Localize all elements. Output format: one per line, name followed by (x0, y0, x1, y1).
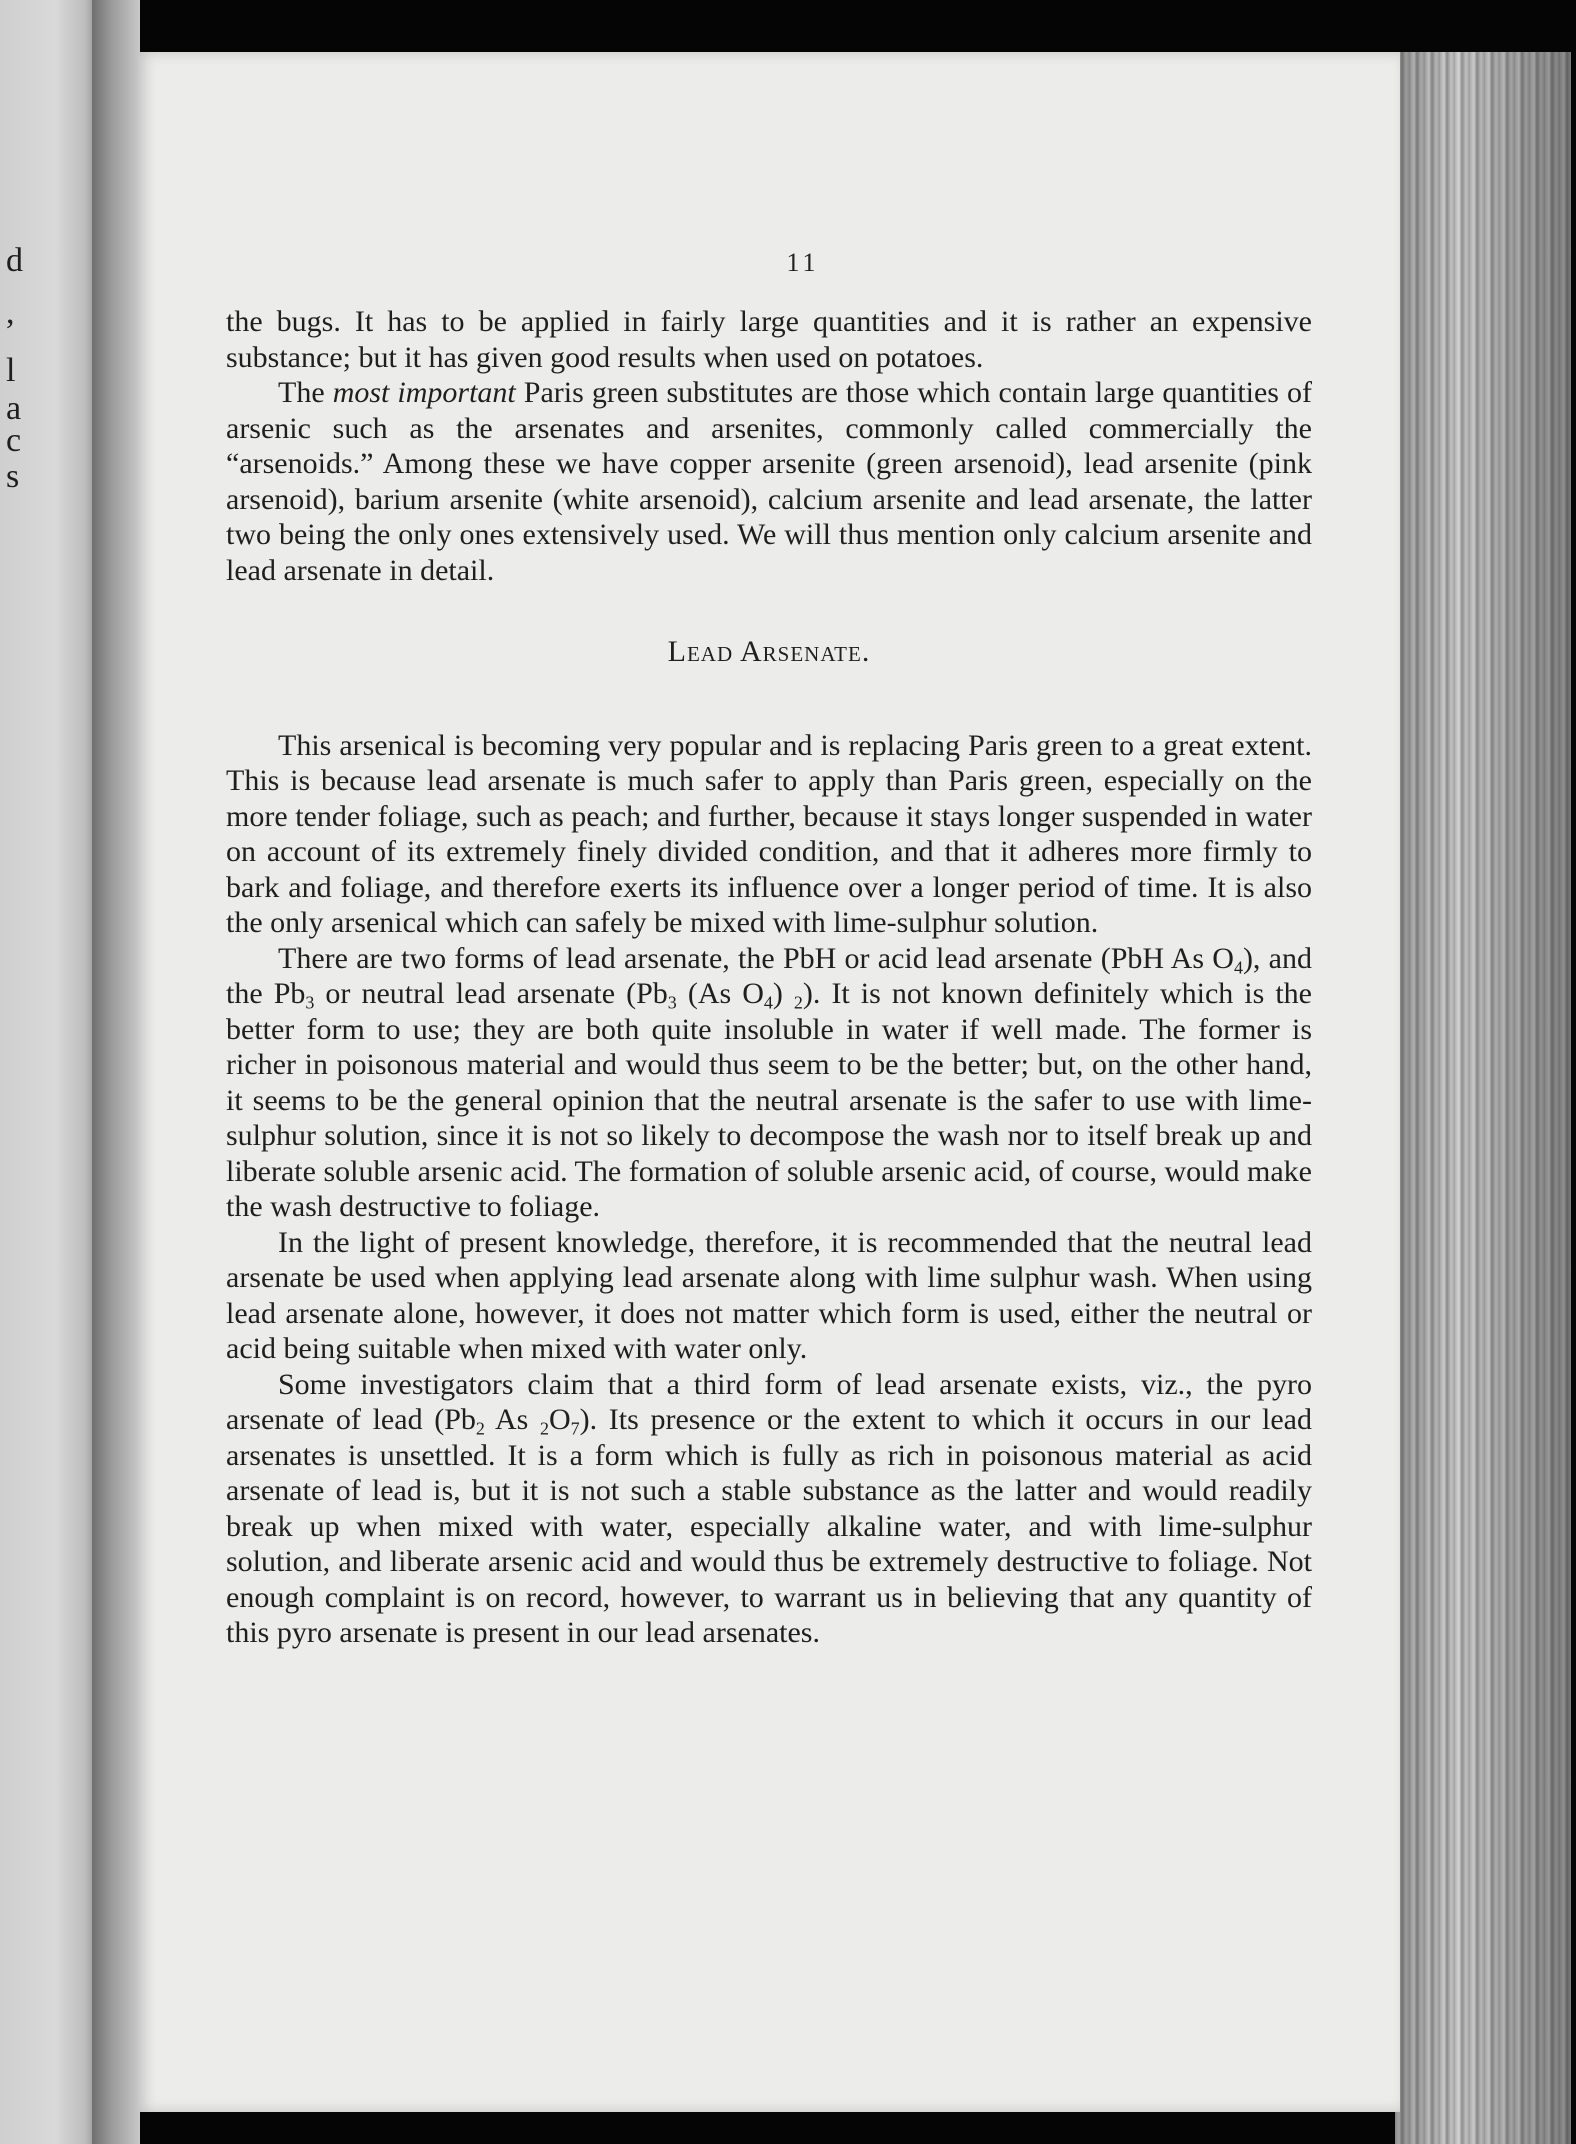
text-run: There are two forms of lead arsenate, the PbH or acid lead arsenate (PbH As O (278, 941, 1234, 975)
facing-page-fragment: a (6, 390, 22, 427)
subscript: 4 (1233, 956, 1243, 977)
text-run: ), and the Pb (226, 941, 1312, 1010)
paragraph-lead-arsenate-intro: This arsenical is becoming very popular and is replacing Paris green to a great extent. This is because lead arsenate is much safer to apply than Paris green, especially on the more tender foliage, such as peach; and further, because it stays longer suspended in water on account of its extremely finely divided condition, and that it adheres more firmly to bark and foliage, and therefore exerts its influence over a longer period of time. It is also the only arsenical which can safely be mixed with lime-sulphur solution. (226, 728, 1312, 939)
text-run: ). It is not known definitely which is the better form to use; they are both quite insoluble in water if well made. The former is richer in poisonous material and would thus seem to be the better; but, on the other hand, it seems to be the general opinion that the neutral arsenate is the safer to use with lime-sulphur solution, since it is not so likely to decompose the wash nor to itself break up and liberate soluble arsenic acid. The formation of soluble arsenic acid, of course, would make the wash destructive to foliage. (226, 977, 1312, 1223)
book-gutter (92, 0, 140, 2144)
page-body (226, 304, 1312, 1651)
facing-page-fragment: c (6, 422, 22, 459)
paragraph-substitutes (226, 375, 1312, 588)
subscript: 2 (539, 1418, 549, 1439)
facing-page-fragment: l (6, 352, 16, 389)
facing-page-fragment: d (6, 242, 23, 279)
text-run: (As O (676, 977, 764, 1010)
page-edges-shadow (1395, 52, 1571, 2144)
subscript: 3 (667, 992, 677, 1013)
facing-page-fragment: s (6, 458, 20, 495)
text-run: O (548, 1403, 571, 1436)
text-run: Some investigators claim that a third form of lead arsenate exists, viz., the pyro arsenate of lead (Pb (226, 1367, 1312, 1436)
page-number: 11 (786, 248, 820, 277)
text-run: or neutral lead arsenate (Pb (314, 977, 668, 1010)
subscript: 4 (763, 992, 773, 1013)
text-run: ). Its presence or the extent to which it occurs in our lead arsenates is unsettled. It is a form which is fully as rich in poisonous material as acid arsenate of lead is, but it is not such a stable substance as the latter and would readily break up when mixed with water, especially alkaline water, and with lime-sulphur solution, and liberate arsenic acid and would thus be extremely destructive to foliage. Not enough complaint is on record, however, to warrant us in believing that any quantity of this pyro arsenate is present in our lead arsenates. (226, 1403, 1313, 1649)
text-run: The (278, 376, 333, 409)
subscript: 2 (793, 992, 803, 1013)
text-run: As (484, 1403, 540, 1436)
emphasis-text: most important (332, 376, 516, 409)
section-heading: Lead Arsenate. (667, 635, 871, 668)
text-run: Paris green substitutes are those which contain large quantities of arsenic such as the arsenates and arsenites, commonly called commercially the “arsenoids.” Among these we have copper arsenite (green arsenoid), lead arsenite (pink arsenoid), barium arsenite (white arsenoid), calcium arsenite and lead arsenate, the latter two being the only ones extensively used. We will thus mention only calcium arsenite and lead arsenate in detail. (226, 376, 1313, 587)
book-page (138, 52, 1400, 2112)
paragraph-pyro-arsenate (226, 1367, 1312, 1651)
subscript: 3 (305, 992, 315, 1013)
text-run: ) (772, 977, 794, 1010)
facing-page-fragment: , (6, 294, 15, 331)
subscript: 2 (475, 1418, 485, 1439)
paragraph-continued: the bugs. It has to be applied in fairly large quantities and it is rather an expensive substance; but it has given good results when used on potatoes. (226, 305, 1312, 374)
paragraph-forms (226, 941, 1312, 1225)
facing-page (0, 0, 100, 2144)
paragraph-recommendation: In the light of present knowledge, therefore, it is recommended that the neutral lead arsenate be used when applying lead arsenate along with lime sulphur wash. When using lead arsenate alone, however, it does not matter which form is used, either the neutral or acid being suitable when mixed with water only. (226, 1225, 1312, 1365)
subscript: 7 (570, 1418, 580, 1439)
